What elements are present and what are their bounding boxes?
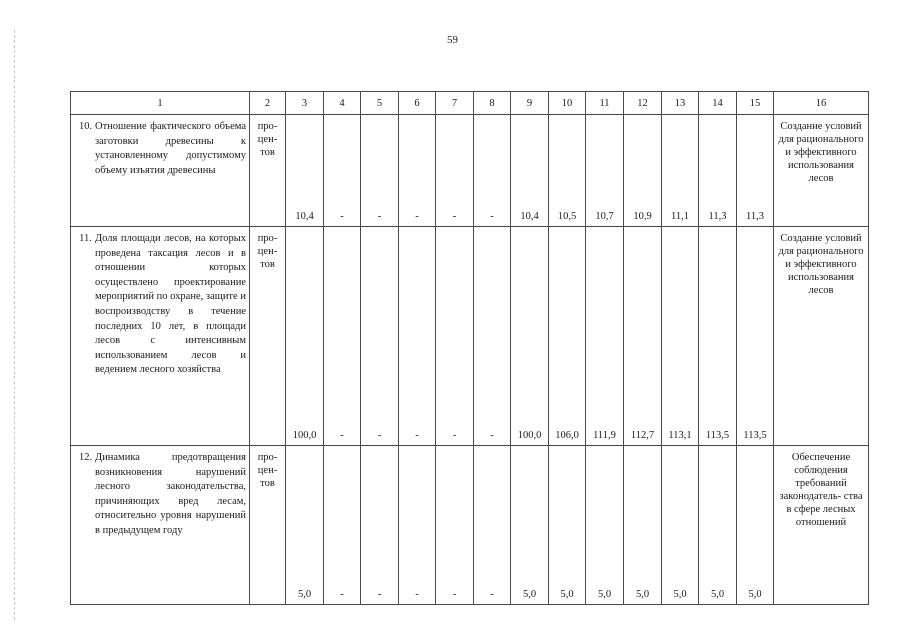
value-cell: 5,0 — [662, 446, 699, 605]
header-cell: 14 — [699, 92, 737, 115]
goal-cell: Обеспечение соблюдения требований законодатель- ства в сфере лесных отношений — [774, 446, 869, 605]
value-cell: 5,0 — [624, 446, 662, 605]
header-cell: 6 — [399, 92, 436, 115]
indicator-name-cell — [71, 227, 250, 446]
header-cell: 5 — [361, 92, 399, 115]
header-cell: 8 — [474, 92, 511, 115]
value-cell: 112,7 — [624, 227, 662, 446]
table-row — [71, 446, 869, 605]
value-cell: 11,1 — [662, 115, 699, 227]
value-cell: - — [324, 446, 361, 605]
header-cell: 4 — [324, 92, 361, 115]
header-cell: 16 — [774, 92, 869, 115]
value-cell: - — [399, 446, 436, 605]
goal-cell: Создание условий для рационального и эффективного использования лесов — [774, 227, 869, 446]
header-cell: 10 — [549, 92, 586, 115]
value-cell: 5,0 — [737, 446, 774, 605]
value-cell: 113,5 — [737, 227, 774, 446]
row-number: 10. — [78, 121, 93, 132]
value-cell: 111,9 — [586, 227, 624, 446]
value-cell: 5,0 — [549, 446, 586, 605]
value-cell: 5,0 — [286, 446, 324, 605]
value-cell: 11,3 — [699, 115, 737, 227]
value-cell: - — [474, 446, 511, 605]
value-cell: 5,0 — [699, 446, 737, 605]
value-cell: 10,9 — [624, 115, 662, 227]
value-cell: 11,3 — [737, 115, 774, 227]
unit-cell: про- цен- тов — [250, 446, 286, 605]
value-cell: 10,5 — [549, 115, 586, 227]
indicator-name-cell — [71, 446, 250, 605]
header-cell: 9 — [511, 92, 549, 115]
header-cell: 13 — [662, 92, 699, 115]
value-cell: - — [474, 227, 511, 446]
header-cell: 12 — [624, 92, 662, 115]
value-cell: - — [436, 446, 474, 605]
value-cell: - — [474, 115, 511, 227]
value-cell: - — [361, 115, 399, 227]
indicator-name: Доля площади лесов, на которых проведена таксация лесов и в отношении которых осуществлено проектирование мероприятий по охране, защите и воспроизводству в течение последних 10 лет, в площади лесов с интенсивным использованием лесов и ведением лесного хозяйства — [95, 233, 246, 376]
value-cell: 10,7 — [586, 115, 624, 227]
value-cell: 5,0 — [511, 446, 549, 605]
row-number: 12. — [78, 452, 93, 463]
indicator-name: Отношение фактического объема заготовки древесины к установленному допустимому объему изъятия древесины — [95, 121, 246, 176]
unit-cell: про- цен- тов — [250, 227, 286, 446]
indicator-name: Динамика предотвращения возникновения нарушений лесного законодательства, причиняющих вред лесам, относительно уровня нарушений в предыдущем году — [95, 452, 246, 536]
indicators-table — [70, 91, 869, 605]
value-cell: 100,0 — [511, 227, 549, 446]
value-cell: 5,0 — [586, 446, 624, 605]
unit-cell: про- цен- тов — [250, 115, 286, 227]
row-number: 11. — [79, 233, 92, 244]
value-cell: - — [324, 115, 361, 227]
value-cell: 113,5 — [699, 227, 737, 446]
header-cell: 11 — [586, 92, 624, 115]
table-row — [71, 227, 869, 446]
value-cell: - — [361, 227, 399, 446]
table-header-row — [71, 92, 869, 115]
header-cell: 2 — [250, 92, 286, 115]
value-cell: - — [361, 446, 399, 605]
header-cell: 1 — [71, 92, 250, 115]
value-cell: 10,4 — [511, 115, 549, 227]
goal-cell: Создание условий для рационального и эффективного использования лесов — [774, 115, 869, 227]
header-cell: 3 — [286, 92, 324, 115]
value-cell: 10,4 — [286, 115, 324, 227]
header-cell: 7 — [436, 92, 474, 115]
value-cell: - — [399, 115, 436, 227]
value-cell: - — [324, 227, 361, 446]
value-cell: 100,0 — [286, 227, 324, 446]
value-cell: 113,1 — [662, 227, 699, 446]
page-number: 59 — [447, 34, 458, 46]
binding-margin-line — [14, 30, 15, 620]
indicator-name-cell — [71, 115, 250, 227]
header-cell: 15 — [737, 92, 774, 115]
value-cell: 106,0 — [549, 227, 586, 446]
table-row — [71, 115, 869, 227]
value-cell: - — [436, 227, 474, 446]
value-cell: - — [399, 227, 436, 446]
value-cell: - — [436, 115, 474, 227]
